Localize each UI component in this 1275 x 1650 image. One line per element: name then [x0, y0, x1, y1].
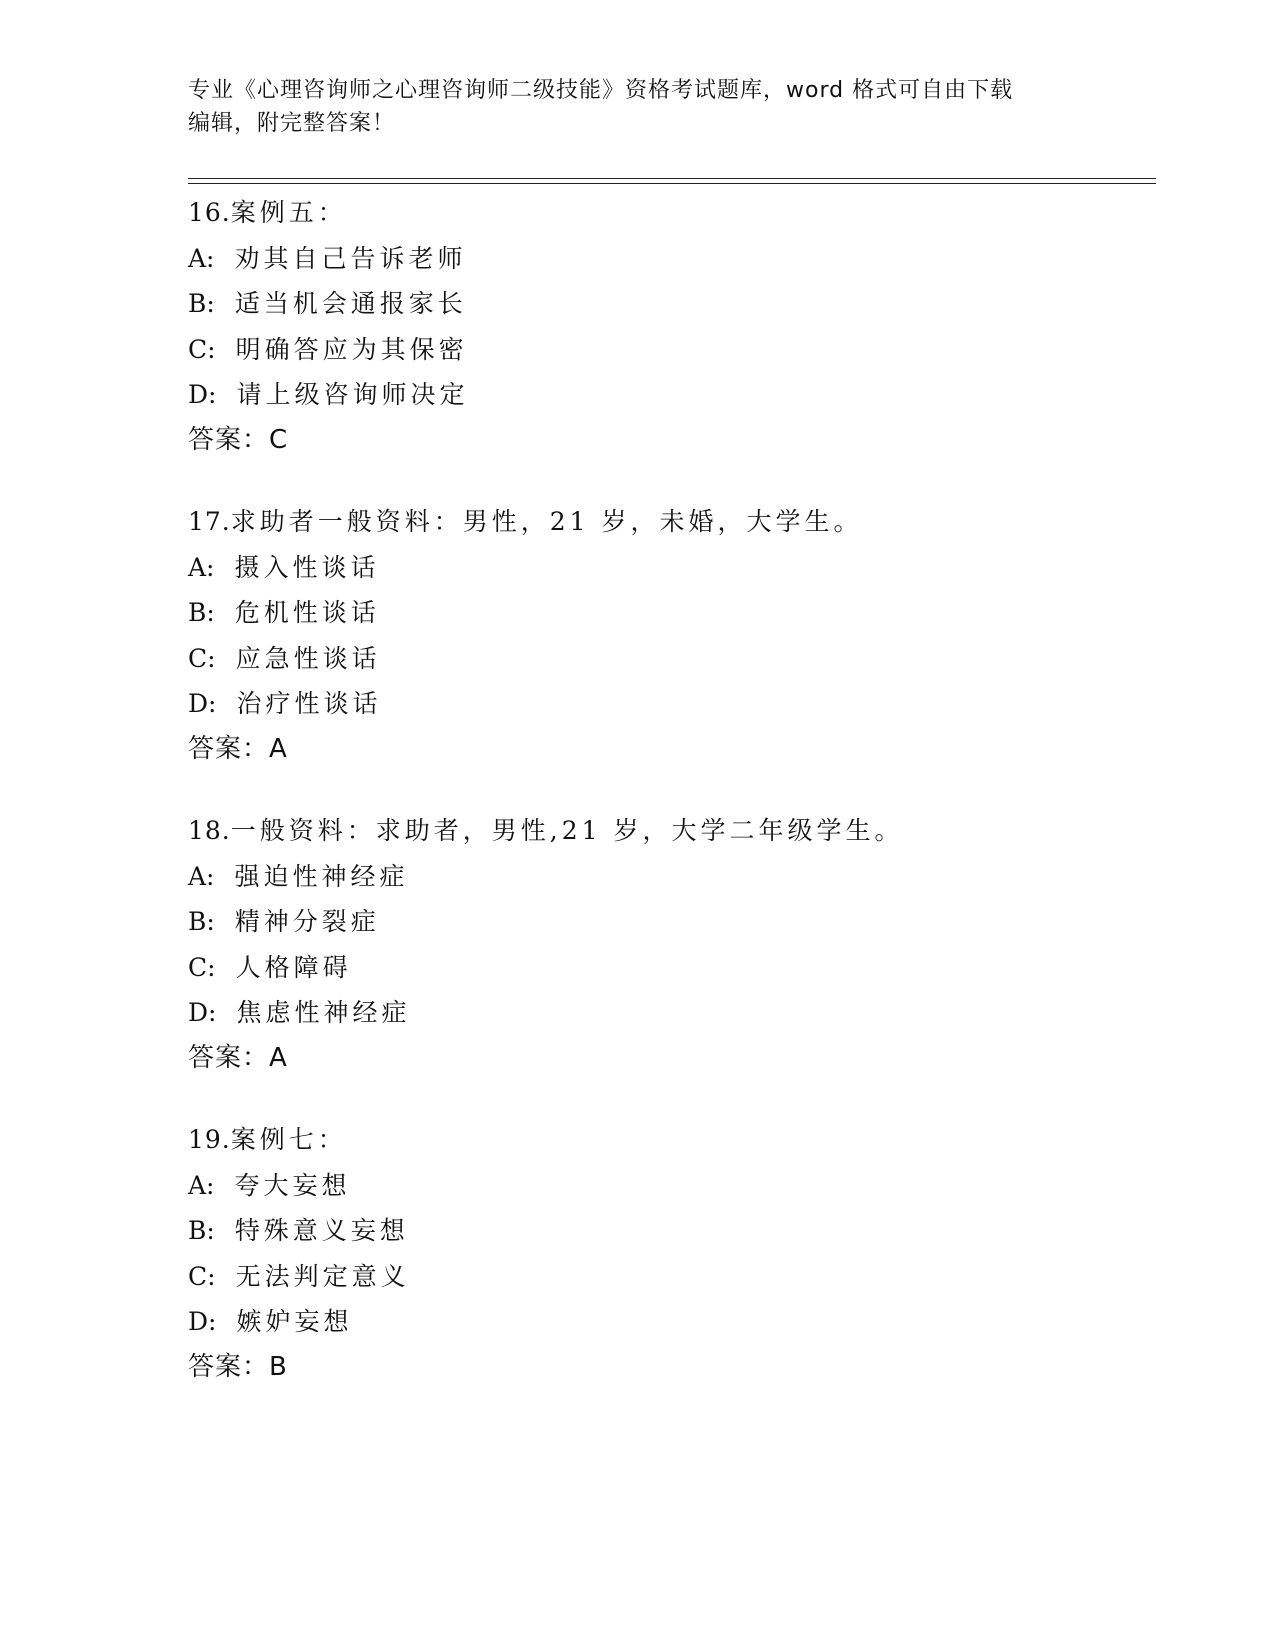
option-key: A:	[188, 552, 215, 582]
option-text: 明确答应为其保密	[235, 334, 468, 364]
question-stem	[188, 190, 1148, 236]
option-key: C:	[188, 643, 216, 673]
question-list	[188, 190, 1148, 1426]
option-text: 摄入性谈话	[234, 552, 380, 582]
header-line-1: 专业《心理咨询师之心理咨询师二级技能》资格考试题库，word 格式可自由下载	[188, 78, 1014, 103]
option-d	[188, 1299, 1148, 1345]
option-key: C:	[188, 334, 216, 364]
option-text: 焦虑性神经症	[236, 998, 411, 1027]
option-key: A:	[188, 243, 215, 273]
question-number: 19.	[188, 1125, 231, 1154]
answer-line: 答案：C	[188, 424, 289, 455]
option-text: 精神分裂症	[234, 907, 380, 936]
option-a	[188, 1163, 1148, 1209]
question-number: 17.	[188, 507, 231, 536]
question-16	[188, 190, 1148, 463]
option-text: 特殊意义妄想	[234, 1216, 409, 1245]
option-b	[188, 1208, 1148, 1254]
question-17	[188, 499, 1148, 772]
option-key: B:	[188, 907, 215, 936]
option-key: C:	[188, 1261, 216, 1291]
option-d	[188, 681, 1148, 727]
answer-line: 答案：A	[188, 733, 288, 764]
answer-line: 答案：B	[188, 1351, 288, 1382]
option-d	[188, 372, 1148, 418]
option-d	[188, 990, 1148, 1036]
option-text: 无法判定意义	[235, 1261, 410, 1291]
document-header	[188, 74, 1088, 140]
option-text: 适当机会通报家长	[234, 289, 467, 318]
question-text: 案例七：	[230, 1125, 347, 1154]
option-c	[188, 1254, 1148, 1300]
option-key: B:	[188, 598, 215, 627]
option-a	[188, 236, 1148, 282]
question-text: 一般资料：求助者，男性,21 岁，大学二年级学生。	[230, 816, 904, 845]
option-b	[188, 281, 1148, 327]
option-b	[188, 590, 1148, 636]
option-b	[188, 899, 1148, 945]
question-stem	[188, 499, 1148, 545]
option-text: 夸大妄想	[234, 1170, 351, 1200]
question-19	[188, 1117, 1148, 1390]
option-key: D:	[188, 689, 217, 718]
option-text: 危机性谈话	[234, 598, 380, 627]
option-text: 请上级咨询师决定	[236, 380, 469, 409]
option-a	[188, 854, 1148, 900]
question-stem	[188, 1117, 1148, 1163]
option-key: A:	[188, 1170, 215, 1200]
question-number: 16.	[188, 198, 231, 227]
answer-line: 答案：A	[188, 1042, 288, 1073]
option-c	[188, 327, 1148, 373]
option-key: B:	[188, 1216, 215, 1245]
question-text: 案例五：	[230, 198, 347, 227]
question-text: 求助者一般资料：男性，21 岁，未婚，大学生。	[230, 507, 863, 536]
option-text: 治疗性谈话	[236, 689, 382, 718]
option-text: 应急性谈话	[235, 643, 381, 673]
option-text: 强迫性神经症	[234, 861, 409, 891]
option-text: 嫉妒妄想	[236, 1307, 353, 1336]
option-text: 人格障碍	[235, 952, 352, 982]
option-key: A:	[188, 861, 215, 891]
option-text: 劝其自己告诉老师	[234, 243, 467, 273]
option-key: C:	[188, 952, 216, 982]
option-key: B:	[188, 289, 215, 318]
option-c	[188, 636, 1148, 682]
option-key: D:	[188, 380, 217, 409]
header-divider-top	[188, 178, 1156, 179]
question-18	[188, 808, 1148, 1081]
option-key: D:	[188, 998, 217, 1027]
option-c	[188, 945, 1148, 991]
header-line-2: 编辑，附完整答案！	[188, 111, 396, 136]
header-divider-bottom	[188, 183, 1156, 184]
question-number: 18.	[188, 816, 231, 845]
question-stem	[188, 808, 1148, 854]
option-key: D:	[188, 1307, 217, 1336]
option-a	[188, 545, 1148, 591]
